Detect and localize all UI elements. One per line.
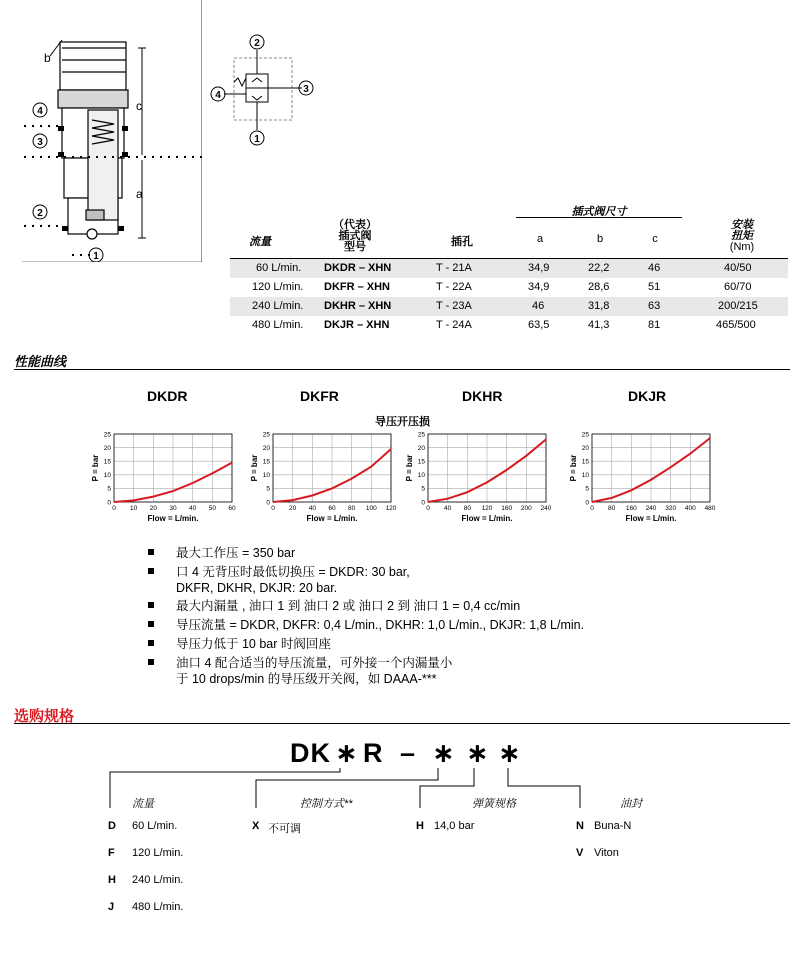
performance-section-title: 性能曲线 [14, 354, 67, 369]
symbol-port-4: 4 [215, 90, 221, 101]
x-axis-label: Flow = L/min. [461, 514, 513, 523]
chart-title-dkjr: DKJR [628, 388, 667, 404]
x-tick-label: 0 [590, 505, 594, 512]
x-tick-label: 160 [625, 505, 637, 512]
x-tick-label: 160 [501, 505, 513, 512]
x-tick-label: 100 [365, 505, 377, 512]
x-tick-label: 400 [684, 505, 696, 512]
col-flow: 流量 [249, 236, 271, 248]
col-c: c [652, 233, 658, 245]
x-tick-label: 120 [481, 505, 493, 512]
y-axis-label: P = bar [91, 454, 100, 482]
x-tick-label: 30 [169, 505, 177, 512]
table-row: 120 L/min. DKFR – XHN T - 22A 34,9 28,6 51 60/70 [252, 281, 752, 293]
symbol-port-1: 1 [254, 134, 260, 145]
y-axis-label: P = bar [250, 454, 259, 482]
x-tick-label: 20 [149, 505, 157, 512]
y-tick-label: 5 [585, 485, 589, 493]
x-tick-label: 80 [608, 505, 616, 512]
symbol-port-2: 2 [254, 38, 260, 49]
x-tick-label: 240 [645, 505, 657, 512]
chart-title-dkfr: DKFR [300, 388, 339, 404]
col-b: b [596, 233, 604, 245]
group-title-seal: 油封 [620, 798, 642, 810]
col-model: （代表） 插式阀 型号 [333, 219, 377, 253]
x-tick-label: 0 [271, 505, 275, 512]
port-label-4: 4 [37, 106, 43, 117]
x-tick-label: 200 [520, 505, 532, 512]
x-axis-label: Flow = L/min. [625, 514, 677, 523]
y-tick-label: 15 [262, 458, 270, 466]
x-tick-label: 10 [130, 505, 138, 512]
y-tick-label: 5 [107, 485, 111, 493]
x-tick-label: 480 [704, 505, 716, 512]
col-a: a [536, 233, 544, 245]
x-tick-label: 60 [328, 505, 336, 512]
ordering-section-title: 选购规格 [14, 708, 75, 725]
x-tick-label: 0 [426, 505, 430, 512]
x-tick-label: 320 [665, 505, 677, 512]
y-axis-label: P = bar [569, 454, 578, 482]
y-tick-label: 10 [262, 472, 270, 480]
y-tick-label: 25 [581, 431, 589, 439]
y-tick-label: 20 [417, 444, 425, 452]
dim-label-b: b [44, 51, 51, 65]
y-tick-label: 0 [107, 499, 111, 507]
chart-title-dkdr: DKDR [147, 388, 188, 404]
y-tick-label: 0 [266, 499, 270, 507]
x-tick-label: 80 [463, 505, 471, 512]
port-label-2: 2 [37, 208, 43, 219]
table-row: 60 L/min. DKDR – XHN T - 21A 34,9 22,2 46 40/50 [230, 259, 788, 278]
y-tick-label: 15 [103, 458, 111, 466]
x-tick-label: 40 [308, 505, 316, 512]
y-tick-label: 20 [262, 444, 270, 452]
group-title-control: 控制方式** [300, 798, 353, 810]
y-tick-label: 15 [581, 458, 589, 466]
y-tick-label: 5 [421, 485, 425, 493]
x-tick-label: 60 [228, 505, 236, 512]
group-title-spring: 弹簧规格 [472, 798, 516, 810]
col-cavity: 插孔 [451, 236, 473, 248]
chart-subtitle: 导压开压损 [375, 416, 430, 428]
x-axis-label: Flow = L/min. [306, 514, 358, 523]
y-tick-label: 0 [421, 499, 425, 507]
x-tick-label: 20 [289, 505, 297, 512]
symbol-port-3: 3 [303, 84, 309, 95]
y-tick-label: 10 [417, 472, 425, 480]
col-torque: 安装 扭矩 (Nm) [729, 219, 755, 253]
y-tick-label: 5 [266, 485, 270, 493]
table-group-header: 插式阀尺寸 [571, 206, 627, 218]
x-tick-label: 80 [348, 505, 356, 512]
x-tick-label: 240 [540, 505, 552, 512]
y-tick-label: 10 [581, 472, 589, 480]
x-tick-label: 0 [112, 505, 116, 512]
y-tick-label: 20 [103, 444, 111, 452]
y-tick-label: 25 [262, 431, 270, 439]
x-tick-label: 120 [385, 505, 397, 512]
y-tick-label: 25 [417, 431, 425, 439]
x-tick-label: 40 [444, 505, 452, 512]
y-axis-label: P = bar [405, 454, 414, 482]
dim-label-c: c [136, 99, 142, 113]
y-tick-label: 0 [585, 499, 589, 507]
x-tick-label: 40 [189, 505, 197, 512]
group-title-flow: 流量 [132, 798, 154, 810]
dim-label-a: a [136, 187, 143, 201]
y-tick-label: 20 [581, 444, 589, 452]
port-label-3: 3 [37, 137, 43, 148]
y-tick-label: 10 [103, 472, 111, 480]
table-row: 240 L/min. DKHR – XHN T - 23A 46 31,8 63 200/215 [230, 297, 788, 316]
y-tick-label: 25 [103, 431, 111, 439]
y-tick-label: 15 [417, 458, 425, 466]
x-tick-label: 50 [208, 505, 216, 512]
x-axis-label: Flow = L/min. [147, 514, 199, 523]
table-row: 480 L/min. DKJR – XHN T - 24A 63,5 41,3 81 465/500 [252, 319, 756, 331]
port-label-1: 1 [93, 251, 99, 262]
chart-title-dkhr: DKHR [462, 388, 503, 404]
